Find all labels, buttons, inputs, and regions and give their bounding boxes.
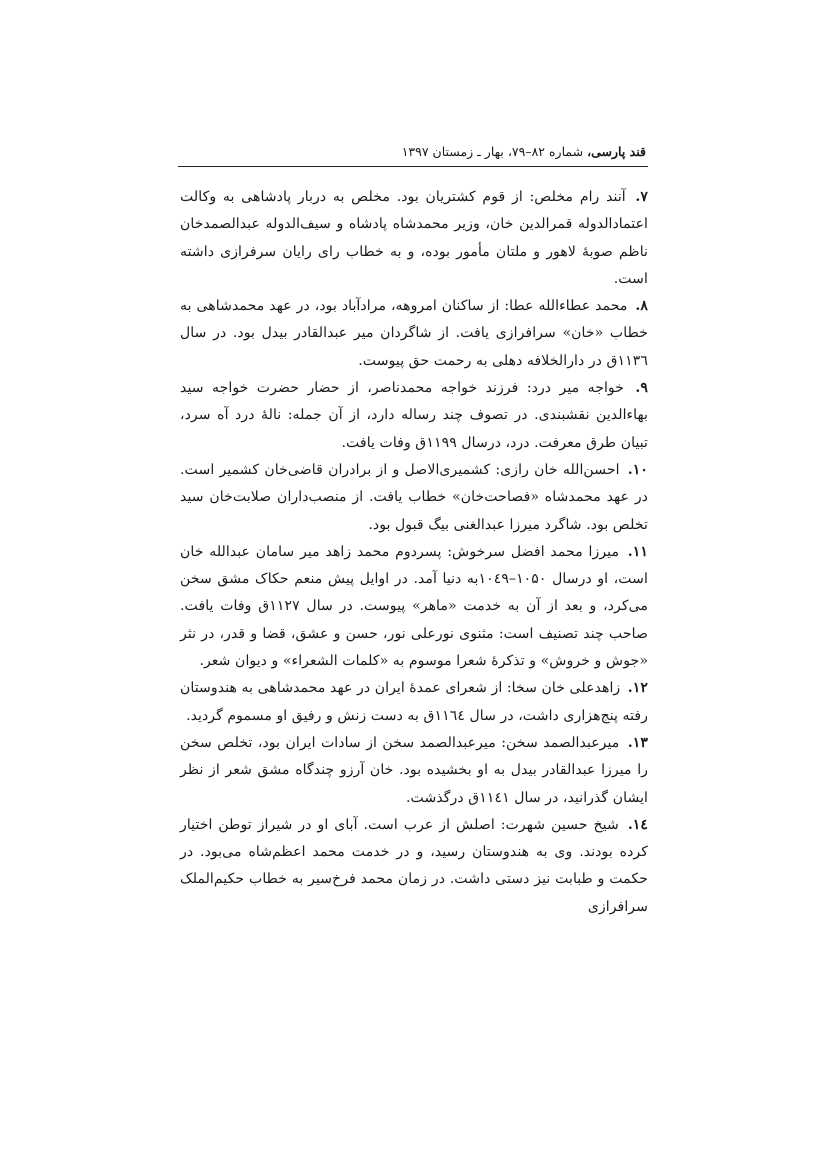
issue-details: شماره ۸۲–۷۹، بهار ـ زمستان ۱۳۹۷ <box>401 144 588 159</box>
entry-text: آنند رام مخلص: از قوم کشتریان بود. مخلص به دربار پادشاهی به وکالت اعتمادالدوله قمرالدین خان، وزیر محمدشاه پادشاه و سیف‌الدوله عبدالصمدخان ناظم صوبهٔ لاهور و ملتان مأمور بوده، و به خطاب رای رایان سرفرازی داشته است. <box>180 189 648 287</box>
entry-number: ۱۲. <box>627 680 648 697</box>
entry-8 <box>180 293 648 375</box>
entry-number: ۱۰. <box>627 461 648 478</box>
entry-9 <box>180 375 648 457</box>
entry-number: ۱٤. <box>627 816 649 833</box>
entry-text: میرعبدالصمد سخن: میرعبدالصمد سخن از سادات ایران بود، تخلص سخن را میرزا عبدالقادر بیدل به او بخشیده بود. خان آرزو چندگاه مشق شعر از نظر ایشان گذرانید، در سال ۱۱٤۱ق درگذشت. <box>180 734 648 806</box>
entry-11 <box>180 539 648 675</box>
entry-text: میرزا محمد افضل سرخوش: پسردوم محمد زاهد میر سامان عبدالله خان است، او درسال ۱۰۵۰–۱۰٤۹به دنیا آمد. در اوایل پیش منعم حکاک مشق سخن می‌کرد، و بعد از آن به خدمت «ماهر» پیوست. در سال ۱۱۲۷ق وفات یافت. صاحب چند تصنیف است: مثنوی نورعلی نور، حسن و عشق، قضا و قدر، در نثر «جوش و خروش» و تذکرهٔ شعرا موسوم به «کلمات الشعراء» و دیوان شعر. <box>180 543 649 670</box>
running-header <box>178 143 646 161</box>
entry-number: ۸. <box>635 298 648 315</box>
entry-text: محمد عطاءالله عطا: از ساکنان امروهه، مرادآباد بود، در عهد محمدشاهی به خطاب «خان» سرافرازی یافت. از شاگردان میر عبدالقادر بیدل بود. در سال ۱۱۳٦ق در دارالخلافه دهلی به رحمت حق پیوست. <box>180 298 648 369</box>
journal-title: قند پارسی، <box>587 144 646 159</box>
entry-10 <box>180 457 648 539</box>
entry-13 <box>180 730 648 812</box>
entry-number: ۷. <box>635 189 648 205</box>
entry-number: ۱۱. <box>627 543 648 560</box>
entry-number: ۱۳. <box>627 734 648 751</box>
entry-text: شیخ حسین شهرت: اصلش از عرب است. آبای او در شیراز توطن اختیار کرده بودند. وی به هندوستان رسید، و در خدمت محمد اعظم‌شاه می‌بود. در حکمت و طبابت نیز دستی داشت. در زمان محمد فرخ‌سیر به خطاب حکیم‌الملک سرافرازی <box>180 816 648 915</box>
entry-text: زاهدعلی خان سخا: از شعرای عمدهٔ ایران در عهد محمدشاهی به هندوستان رفته پنج‌هزاری داشت، در سال ۱۱٦٤ق به دست زنش و رفیق او مسموم گردید. <box>180 680 648 724</box>
biography-list <box>180 184 648 921</box>
entry-text: احسن‌الله خان رازی: کشمیری‌الاصل و از برادران قاضی‌خان کشمیر است. در عهد محمدشاه «فصاحت‌خان» خطاب یافت. از منصب‌داران صلابت‌خان سید تخلص بود. شاگرد میرزا عبدالغنی بیگ قبول بود. <box>180 461 648 533</box>
header-rule <box>178 166 648 167</box>
entry-text: خواجه میر درد: فرزند خواجه محمدناصر، از حضار حضرت خواجه سید بهاءالدین نقشبندی. در تصوف چند رساله دارد، از آن جمله: نالهٔ درد آه سرد، تبیان طرق معرفت. درد، درسال ۱۱۹۹ق وفات یافت. <box>180 380 648 451</box>
entry-7 <box>180 184 648 293</box>
entry-12 <box>180 675 648 730</box>
entry-number: ۹. <box>635 380 648 397</box>
entry-14 <box>180 812 648 921</box>
